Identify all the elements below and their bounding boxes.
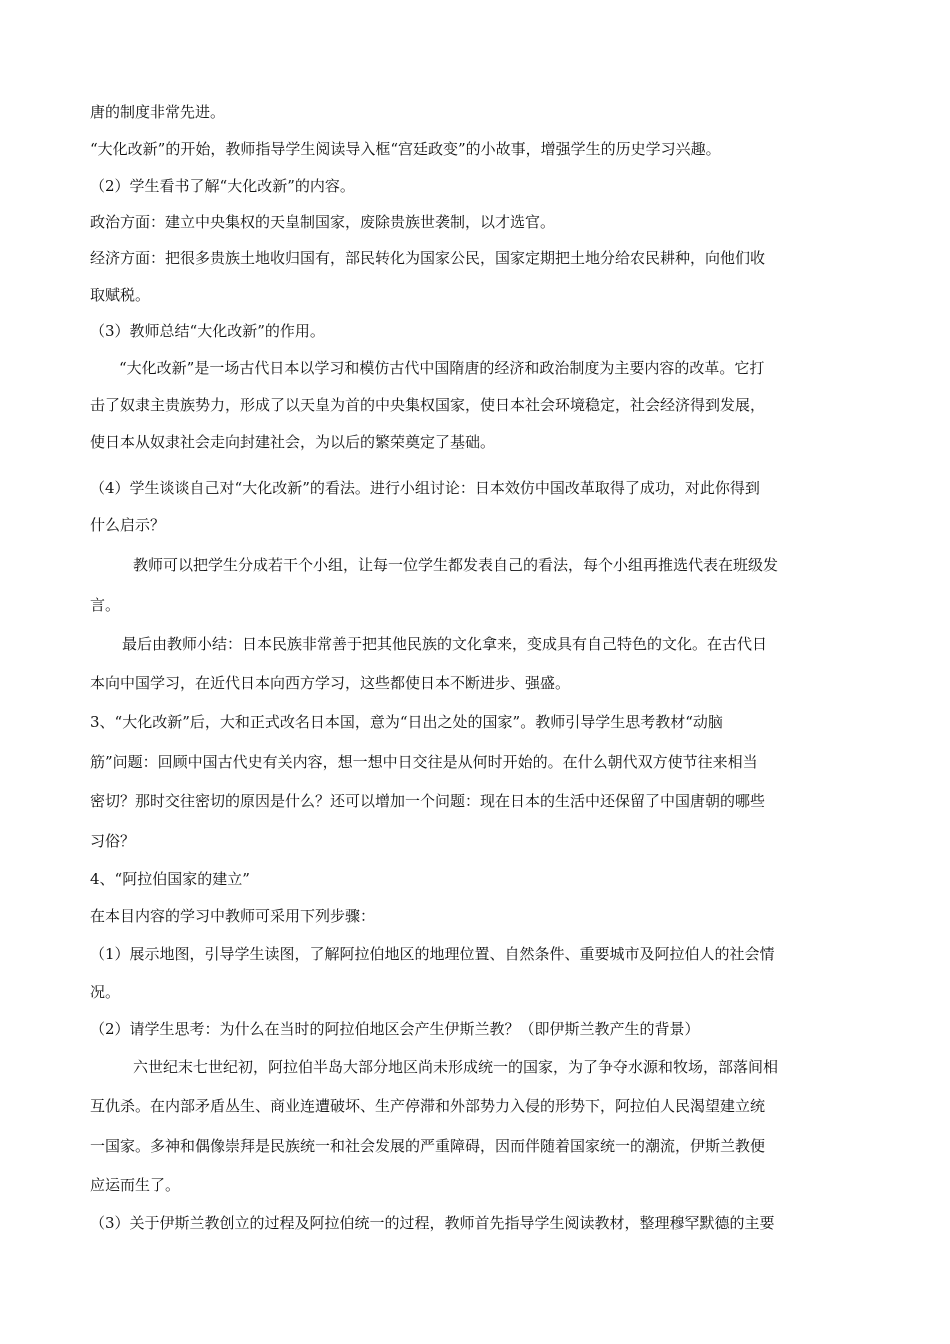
text-line: （3）关于伊斯兰教创立的过程及阿拉伯统一的过程，教师首先指导学生阅读教材，整理穆罕默德的主要 bbox=[90, 1214, 775, 1232]
text-line: 应运而生了。 bbox=[90, 1176, 181, 1194]
text-line: 在本目内容的学习中教师可采用下列步骤： bbox=[90, 907, 376, 925]
text-line: 政治方面：建立中央集权的天皇制国家，废除贵族世袭制，以才选官。 bbox=[90, 213, 556, 231]
text-line: 本向中国学习，在近代日本向西方学习，这些都使日本不断进步、强盛。 bbox=[90, 674, 571, 692]
text-line: 教师可以把学生分成若干个小组，让每一位学生都发表自己的看法，每个小组再推选代表在班级发 bbox=[133, 556, 779, 574]
text-line: 六世纪末七世纪初，阿拉伯半岛大部分地区尚未形成统一的国家，为了争夺水源和牧场，部落间相 bbox=[133, 1058, 779, 1076]
text-line: 筋”问题：回顾中国古代史有关内容，想一想中日交往是从何时开始的。在什么朝代双方使节往来相当 bbox=[90, 753, 758, 771]
text-line: （2）学生看书了解“大化改新”的内容。 bbox=[90, 177, 355, 195]
text-line: 4、“阿拉伯国家的建立” bbox=[90, 870, 250, 888]
text-line: （4）学生谈谈自己对“大化改新”的看法。进行小组讨论：日本效仿中国改革取得了成功，对此你得到 bbox=[90, 479, 760, 497]
text-line: 互仇杀。在内部矛盾丛生、商业连遭破坏、生产停滞和外部势力入侵的形势下，阿拉伯人民渴望建立统 bbox=[90, 1097, 766, 1115]
text-line: 使日本从奴隶社会走向封建社会，为以后的繁荣奠定了基础。 bbox=[90, 433, 496, 451]
text-line: 最后由教师小结：日本民族非常善于把其他民族的文化拿来，变成具有自己特色的文化。在古代日 bbox=[122, 635, 768, 653]
text-line: 唐的制度非常先进。 bbox=[90, 103, 226, 121]
text-line: “大化改新”的开始，教师指导学生阅读导入框“宫廷政变”的小故事，增强学生的历史学习兴趣。 bbox=[90, 140, 721, 158]
text-line: （1）展示地图，引导学生读图，了解阿拉伯地区的地理位置、自然条件、重要城市及阿拉伯人的社会情 bbox=[90, 945, 775, 963]
text-line: 密切？那时交往密切的原因是什么？还可以增加一个问题：现在日本的生活中还保留了中国唐朝的哪些 bbox=[90, 792, 766, 810]
text-line: 一国家。多神和偶像崇拜是民族统一和社会发展的严重障碍，因而伴随着国家统一的潮流，伊斯兰教便 bbox=[90, 1137, 766, 1155]
text-line: 什么启示？ bbox=[90, 516, 166, 534]
text-line: 习俗？ bbox=[90, 832, 136, 850]
text-line: （2）请学生思考：为什么在当时的阿拉伯地区会产生伊斯兰教？（即伊斯兰教产生的背景） bbox=[90, 1020, 700, 1038]
text-line: 取赋税。 bbox=[90, 286, 151, 304]
text-line: 言。 bbox=[90, 596, 121, 614]
text-line: （3）教师总结“大化改新”的作用。 bbox=[90, 322, 325, 340]
text-line: 况。 bbox=[90, 983, 121, 1001]
text-line: 经济方面：把很多贵族土地收归国有，部民转化为国家公民，国家定期把土地分给农民耕种，向他们收 bbox=[90, 249, 766, 267]
text-line: “大化改新”是一场古代日本以学习和模仿古代中国隋唐的经济和政治制度为主要内容的改革。它打 bbox=[119, 359, 765, 377]
text-line: 击了奴隶主贵族势力，形成了以天皇为首的中央集权国家，使日本社会环境稳定，社会经济得到发展， bbox=[90, 396, 766, 414]
text-line: 3、“大化改新”后，大和正式改名日本国，意为“日出之处的国家”。教师引导学生思考教材“动脑 bbox=[90, 713, 723, 731]
